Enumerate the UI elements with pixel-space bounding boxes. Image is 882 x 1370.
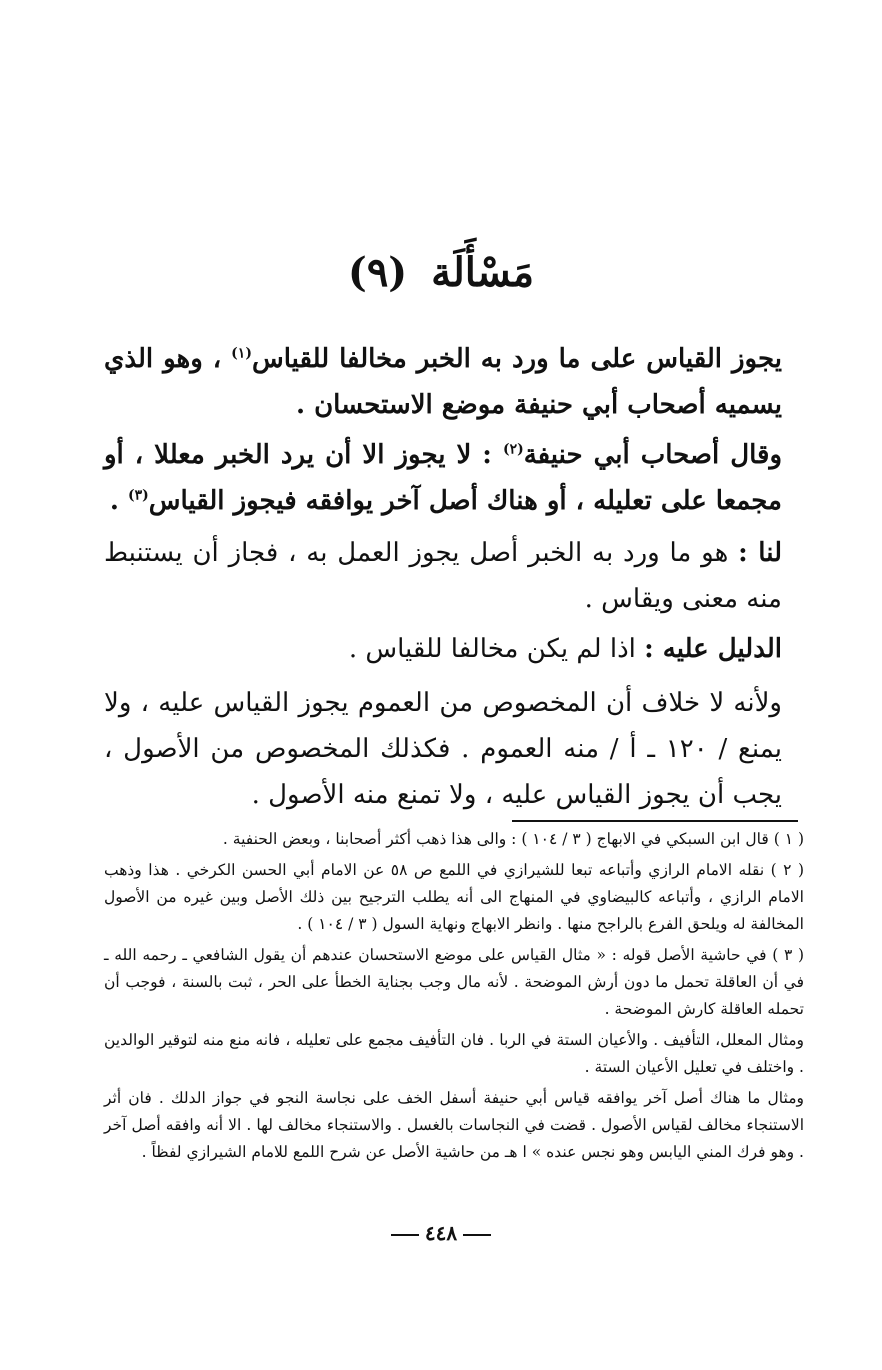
footnote-3-continued-2: ومثال ما هناك أصل آخر يوافقه قياس أبي حنيفة أسفل الخف على نجاسة النجو في جواز الدلك . فان أثر الاستنجاء مخالف لقياس الأصول . قضت في النجاسات بالغسل . والاستنجاء مخالف لها . الا أنه وافقه أصل آخر . وهو فرك المني اليابس وهو نجس عنده » ا هـ من حاشية الأصل عن شرح اللمع للامام الشيرازي لفظاً . [104, 1089, 804, 1161]
footnote-1: ( ١ ) قال ابن السبكي في الابهاج ( ٣ / ١٠٤ ) : والى هذا ذهب أكثر أصحابنا ، وبعض الحنفية . [222, 830, 804, 848]
heading-number: (٩) [347, 249, 408, 296]
heading-word: مَسْأَلَة [431, 249, 535, 296]
footnotes [104, 826, 804, 1170]
paragraph-2-text-c: . [109, 486, 119, 516]
paragraph-4-lead: الدليل عليه : [644, 634, 782, 664]
footnote-ref-3: (٣) [127, 487, 149, 504]
paragraph-1-text-a: يجوز القياس على ما ورد به الخبر مخالفا للقياس [251, 344, 782, 374]
paragraph-5 [104, 680, 782, 818]
page-number-dash-left [463, 1234, 491, 1236]
page-number [0, 1218, 882, 1248]
paragraph-3 [104, 530, 782, 622]
footnote-2: ( ٢ ) نقله الامام الرازي وأتباعه تبعا للشيرازي في اللمع ص ٥٨ عن الامام أبي الحسن الكرخي . هذا وذهب الامام الرازي ، وأتباعه كالبيضاوي في المنهاج الى أنه يطلب الترجيح بين ذلك الأصل وبين غيره من الأصول المخالفة له ويلحق الفرع بالراجح منها . وانظر الابهاج ونهاية السول ( ٣ / ١٠٤ ) . [104, 861, 804, 933]
paragraph-4-text: اذا لم يكن مخالفا للقياس . [348, 634, 636, 664]
paragraph-1 [104, 336, 782, 428]
paragraph-3-lead: لنا : [738, 538, 782, 568]
footnote-ref-1: (١) [231, 345, 252, 362]
footnote-3: ( ٣ ) في حاشية الأصل قوله : « مثال القياس على موضع الاستحسان عندهم أن يقول الشافعي ـ رحمه الله ـ في أن العاقلة تحمل ما دون أرش الموضحة . لأنه مال وجب بجناية الخطأ على الحر ، ثبت بالسنة ، فوجب أن تحمله العاقلة كارش الموضحة . [104, 946, 804, 1018]
paragraph-3-text: هو ما ورد به الخبر أصل يجوز العمل به ، فجاز أن يستنبط منه معنى ويقاس . [104, 538, 782, 614]
paragraph-2-text-b: : لا يجوز الا أن يرد الخبر معللا ، أو مجمعا على تعليله ، أو هناك أصل آخر يوافقه فيجوز القياس [104, 440, 782, 516]
footnote-divider [512, 820, 798, 822]
page-number-dash-right [391, 1234, 419, 1236]
footnote-3-continued-1: ومثال المعلل، التأفيف . والأعيان الستة في الربا . فان التأفيف مجمع على تعليله ، فانه منع منه لتوقير الوالدين . واختلف في تعليل الأعيان الستة . [104, 1031, 804, 1076]
footnote-ref-2: (٢) [502, 441, 524, 458]
paragraph-1-text-b: ، وهو الذي يسميه أصحاب أبي حنيفة موضع الاستحسان . [104, 344, 782, 420]
section-heading [0, 248, 882, 298]
paragraph-2 [104, 432, 782, 524]
paragraph-2-text-a: وقال أصحاب أبي حنيفة [523, 440, 783, 470]
page-number-value: ٤٤٨ [424, 1221, 458, 1245]
paragraph-5-text: ولأنه لا خلاف أن المخصوص من العموم يجوز القياس عليه ، ولا يمنع / ١٢٠ ـ أ / منه العموم . فكذلك المخصوص من الأصول ، يجب أن يجوز القياس عليه ، ولا تمنع منه الأصول . [104, 688, 782, 810]
paragraph-4 [104, 626, 782, 672]
